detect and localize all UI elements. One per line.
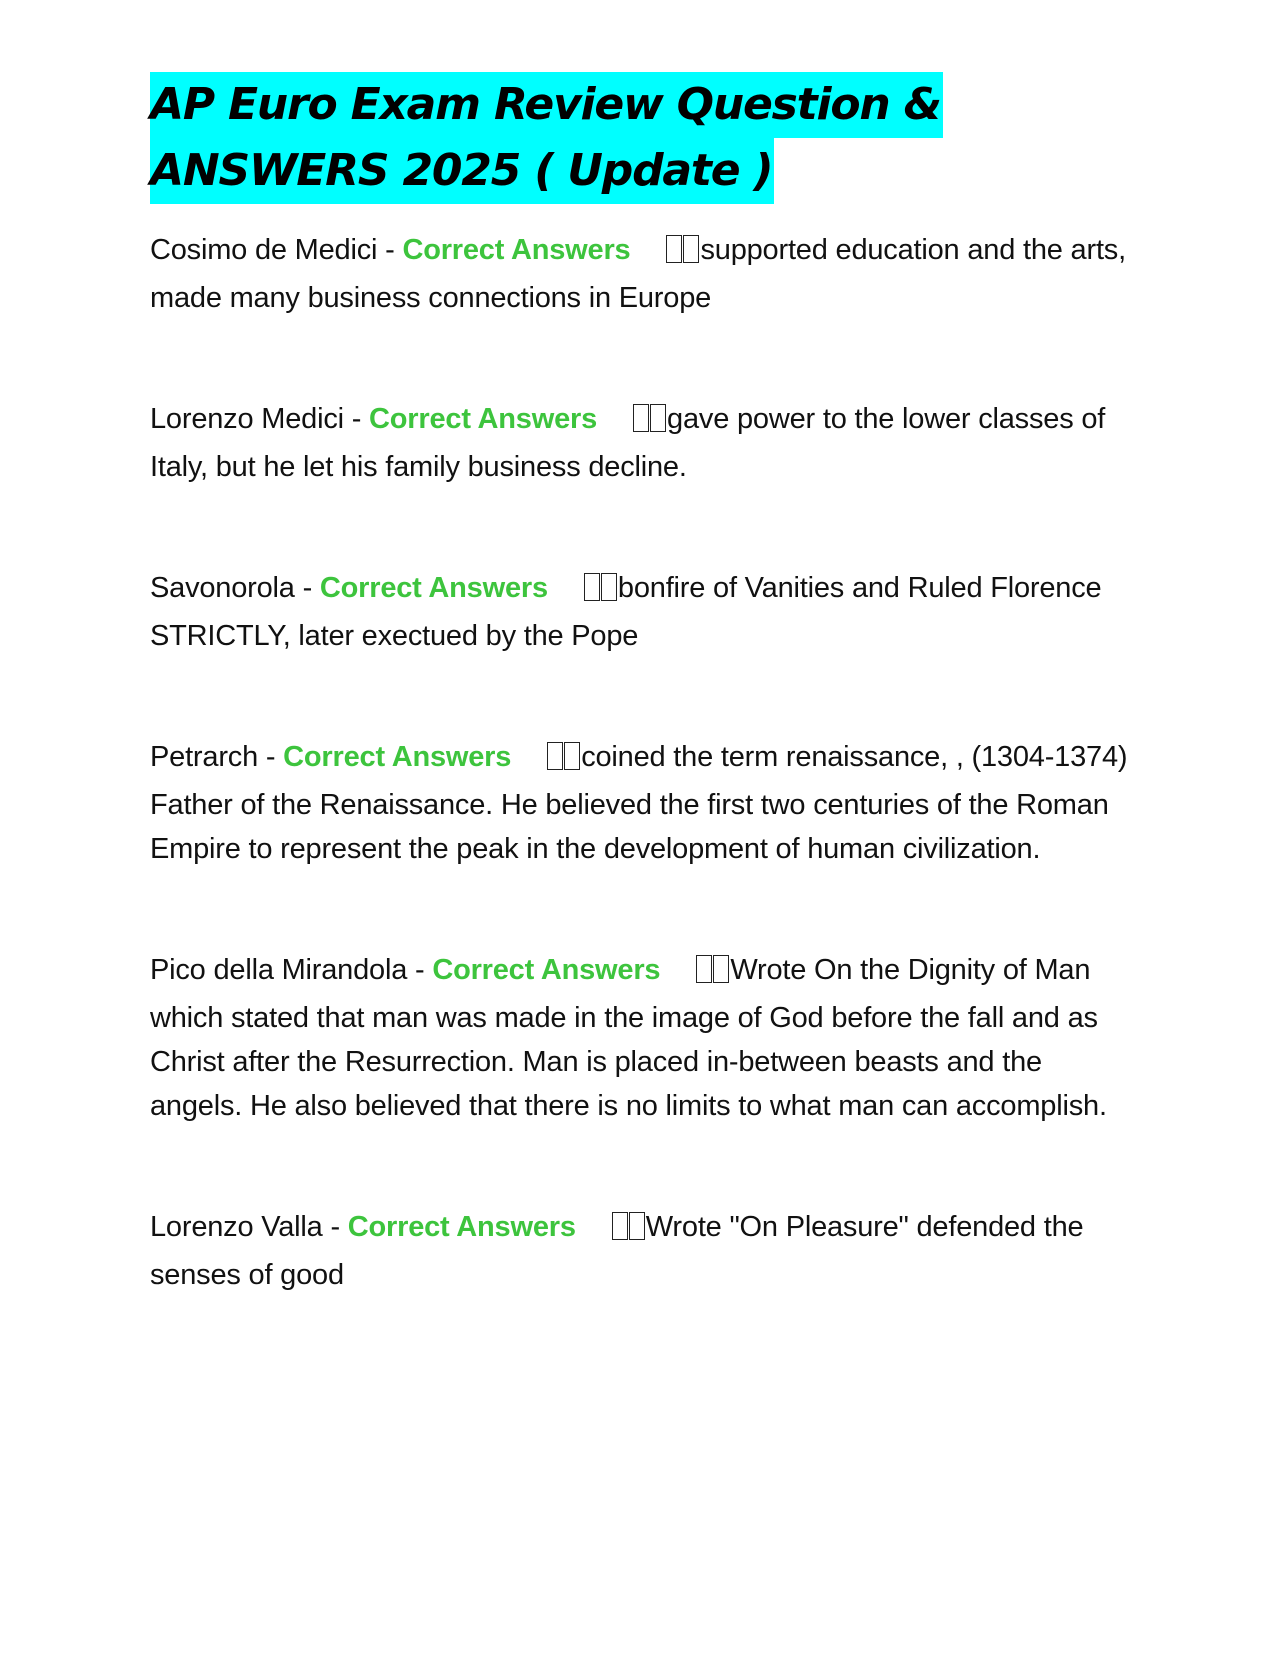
entry-separator: - — [322, 1211, 348, 1243]
document-title — [150, 72, 1130, 204]
entry-separator: - — [377, 234, 403, 266]
title-line-1: AP Euro Exam Review Question & — [150, 72, 943, 138]
correct-answers-label: Correct Answers — [347, 1211, 576, 1243]
entry-answer: coined the term renaissance, , (1304-1374) Father of the Renaissance. He believed the first two centuries of the Roman Empire to represent the peak in the development of human civilization. — [150, 741, 1128, 865]
entry-term: Petrarch — [150, 741, 258, 773]
title-line-2: ANSWERS 2025 ( Update ) — [150, 138, 774, 204]
entry-answer: Wrote On the Dignity of Man which stated that man was made in the image of God before the fall and as Christ after the Resurrection. Man is placed in-between beasts and the angels. He also believed that there is no limits to what man can accomplish. — [150, 954, 1107, 1122]
entry-separator: - — [294, 572, 320, 604]
entry-answer: supported education and the arts, made many business connections in Europe — [150, 234, 1126, 314]
entry-term: Cosimo de Medici — [150, 234, 378, 266]
qa-entry — [150, 1205, 1130, 1297]
missing-glyph-box-icon — [584, 570, 618, 614]
qa-entry — [150, 566, 1130, 658]
missing-glyph-box-icon — [696, 952, 730, 996]
missing-glyph-box-icon — [666, 232, 700, 276]
entry-term: Savonorola — [150, 572, 295, 604]
qa-entry — [150, 735, 1130, 871]
correct-answers-label: Correct Answers — [402, 234, 631, 266]
entry-answer: gave power to the lower classes of Italy, but he let his family business decline. — [150, 403, 1106, 483]
correct-answers-label: Correct Answers — [283, 741, 512, 773]
entry-term: Pico della Mirandola — [150, 954, 408, 986]
entry-separator: - — [258, 741, 284, 773]
entry-term: Lorenzo Valla — [150, 1211, 323, 1243]
entry-separator: - — [343, 403, 370, 435]
qa-entry — [150, 397, 1130, 489]
missing-glyph-box-icon — [633, 401, 667, 445]
missing-glyph-box-icon — [612, 1209, 646, 1253]
qa-entry — [150, 948, 1130, 1128]
entry-separator: - — [407, 954, 433, 986]
entry-answer: Wrote "On Pleasure" defended the senses of good — [150, 1211, 1084, 1291]
missing-glyph-box-icon — [547, 739, 581, 783]
qa-list — [150, 228, 1130, 1297]
correct-answers-label: Correct Answers — [319, 572, 548, 604]
correct-answers-label: Correct Answers — [432, 954, 661, 986]
correct-answers-label: Correct Answers — [369, 403, 598, 435]
qa-entry — [150, 228, 1130, 320]
entry-term: Lorenzo Medici — [150, 403, 344, 435]
entry-answer: bonfire of Vanities and Ruled Florence STRICTLY, later exectued by the Pope — [150, 572, 1102, 652]
document-page — [150, 72, 1130, 1374]
